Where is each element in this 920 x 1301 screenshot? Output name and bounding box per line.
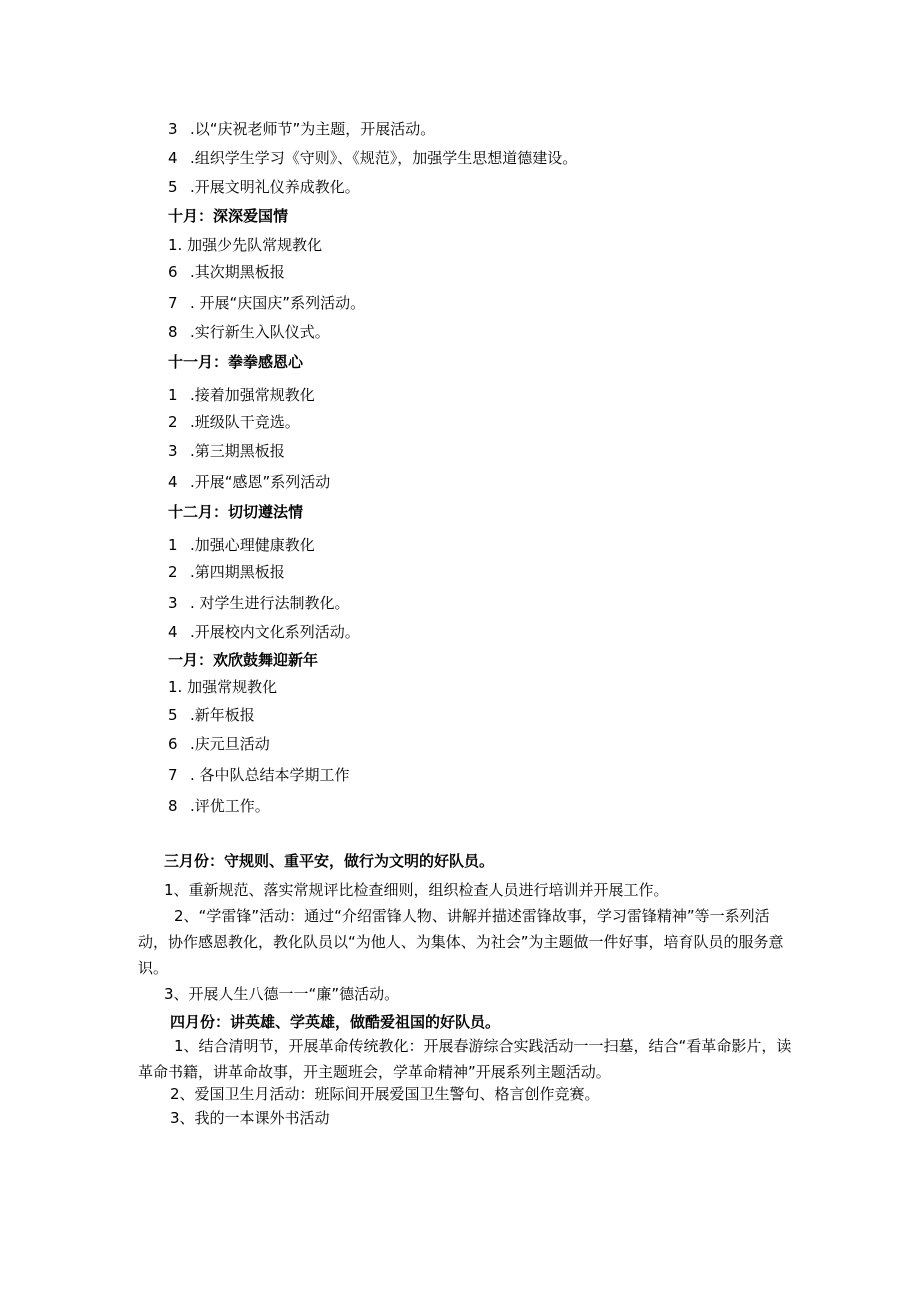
list-item	[168, 441, 285, 461]
list-item	[168, 622, 360, 642]
list-item	[168, 535, 315, 555]
list-item	[168, 119, 435, 139]
paragraph: 3、开展人生八德一一“廉”德活动。	[164, 985, 400, 1003]
item-number: 1	[168, 386, 178, 404]
item-text: .加强心理健康教化	[190, 536, 315, 554]
section-heading-october: 十月：深深爱国情	[168, 207, 289, 225]
section-heading-november: 十一月：拳拳感恩心	[168, 353, 304, 371]
item-text: . 各中队总结本学期工作	[190, 766, 350, 784]
item-number: 5	[168, 706, 178, 724]
item-number: 1	[168, 536, 178, 554]
item-number: 4	[168, 623, 178, 641]
item-number: 6	[168, 735, 178, 753]
item-number: 4	[168, 149, 178, 167]
item-number: 8	[168, 797, 178, 815]
list-item	[168, 705, 255, 725]
list-item	[168, 734, 270, 754]
item-text: . 对学生进行法制教化。	[190, 594, 350, 612]
item-text: .新年板报	[190, 706, 255, 724]
item-text: .班级队干竞选。	[190, 413, 300, 431]
list-item	[168, 562, 285, 582]
item-text: .组织学生学习《守则》、《规范》，加强学生思想道德建设。	[190, 149, 578, 167]
list-item	[168, 796, 270, 816]
paragraph: 1、结合清明节，开展革命传统教化：开展春游综合实践活动一一扫墓，结合“看革命影片，读革命书籍，讲革命故事，开主题班会，学革命精神”开展系列主题活动。	[138, 1037, 792, 1081]
list-item	[168, 322, 330, 342]
item-number: 7	[168, 294, 178, 312]
list-item	[168, 148, 577, 168]
item-text: .第三期黑板报	[190, 442, 285, 460]
item-text: .实行新生入队仪式。	[190, 323, 330, 341]
list-item	[168, 412, 300, 432]
item-number: 7	[168, 766, 178, 784]
item-number: 4	[168, 473, 178, 491]
list-item	[168, 293, 365, 313]
section-heading-march: 三月份：守规则、重平安，做行为文明的好队员。	[164, 852, 495, 870]
list-item: 1. 加强少先队常规教化	[168, 236, 323, 254]
item-number: 3	[168, 442, 178, 460]
section-heading-december: 十二月：切切遵法情	[168, 503, 304, 521]
item-text: .开展文明礼仪养成教化。	[190, 178, 360, 196]
item-text: .开展校内文化系列活动。	[190, 623, 360, 641]
item-text: .第四期黑板报	[190, 563, 285, 581]
list-item	[168, 593, 350, 613]
paragraph: 3、我的一本课外书活动	[170, 1109, 330, 1127]
item-number: 8	[168, 323, 178, 341]
paragraph: 2、“学雷锋”活动：通过“介绍雷锋人物、讲解并描述雷锋故事，学习雷锋精神”等一系列活动，协作感恩教化，教化队员以“为他人、为集体、为社会”为主题做一件好事，培育队员的服务意识。	[138, 907, 784, 977]
list-item	[168, 262, 285, 282]
item-text: .接着加强常规教化	[190, 386, 315, 404]
item-number: 5	[168, 178, 178, 196]
section-heading-april: 四月份：讲英雄、学英雄，做酷爱祖国的好队员。	[170, 1013, 501, 1031]
section-heading-january: 一月：欢欣鼓舞迎新年	[168, 651, 319, 669]
item-number: 3	[168, 120, 178, 138]
item-text: .开展“感恩”系列活动	[190, 473, 331, 491]
item-text: . 开展“庆国庆”系列活动。	[190, 294, 366, 312]
item-text: .以“庆祝老师节”为主题，开展活动。	[190, 120, 436, 138]
item-number: 6	[168, 263, 178, 281]
item-number: 2	[168, 413, 178, 431]
paragraph: 2、爱国卫生月活动：班际间开展爱国卫生警句、格言创作竞赛。	[170, 1085, 600, 1103]
item-number: 3	[168, 594, 178, 612]
list-item: 1. 加强常规教化	[168, 678, 278, 696]
list-item	[168, 177, 360, 197]
list-item	[168, 765, 350, 785]
item-text: .庆元旦活动	[190, 735, 270, 753]
paragraph: 1、重新规范、落实常规评比检查细则，组织检查人员进行培训并开展工作。	[164, 881, 669, 899]
item-text: .评优工作。	[190, 797, 270, 815]
item-number: 2	[168, 563, 178, 581]
list-item	[168, 472, 330, 492]
item-text: .其次期黑板报	[190, 263, 285, 281]
list-item	[168, 385, 315, 405]
